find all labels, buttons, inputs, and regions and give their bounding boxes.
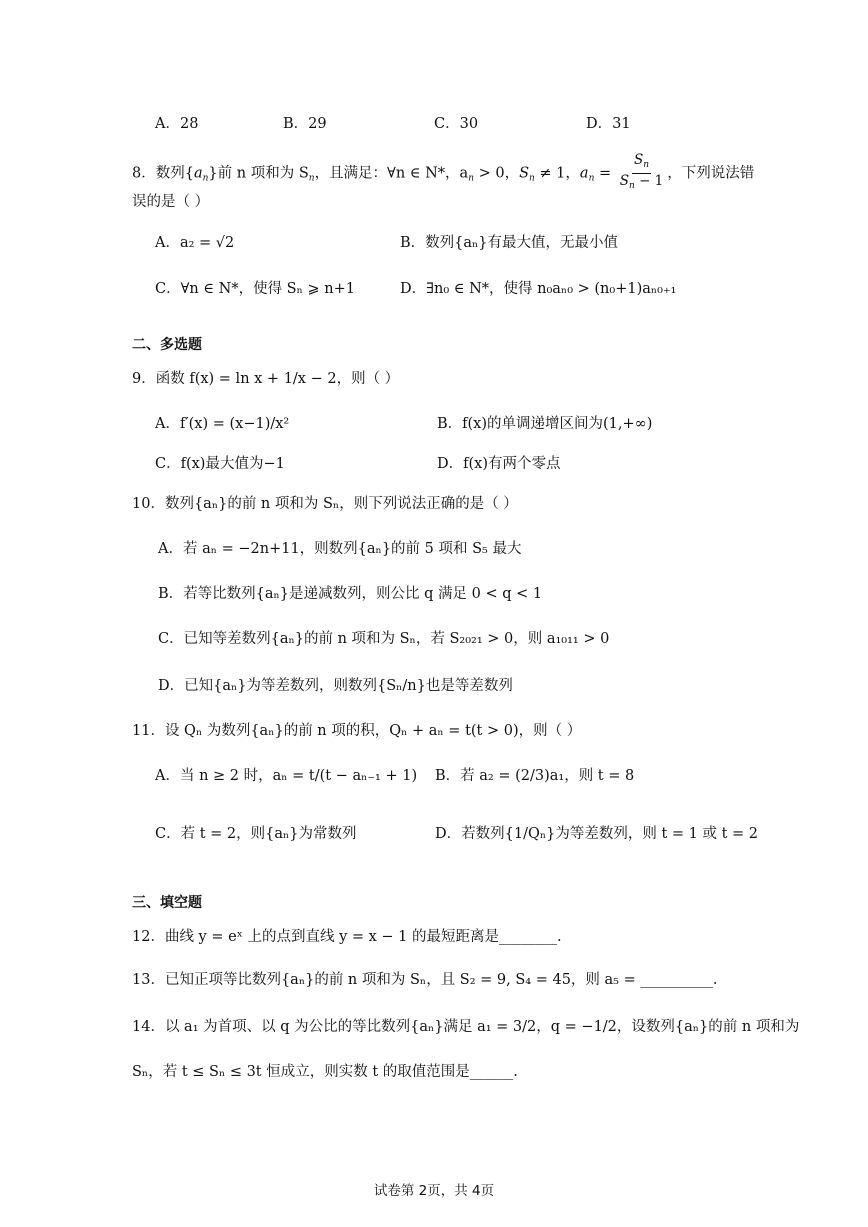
q7-option-d: D．31: [586, 116, 631, 132]
q10-option-c: C．已知等差数列{aₙ}的前 n 项和为 Sₙ，若 S₂₀₂₁ > 0，则 a₁₀₁₁ > 0: [158, 631, 610, 647]
q12-stem: 12．曲线 y = eˣ 上的点到直线 y = x − 1 的最短距离是________.: [132, 929, 562, 945]
q8-option-a: A．a₂ = √2: [155, 235, 235, 251]
q9-option-b: B．f(x)的单调递增区间为(1,+∞): [437, 416, 653, 432]
q9-option-c: C．f(x)最大值为−1: [155, 456, 285, 472]
q7-option-b: B．29: [283, 116, 327, 132]
q14-line1: 14．以 a₁ 为首项、以 q 为公比的等比数列{aₙ}满足 a₁ = 3/2，q = −1/2，设数列{aₙ}的前 n 项和为: [132, 1019, 800, 1035]
q11-stem: 11．设 Qₙ 为数列{aₙ}的前 n 项的积，Qₙ + aₙ = t(t > 0)，则（ ）: [132, 723, 582, 739]
q10-option-d: D．已知{aₙ}为等差数列，则数列{Sₙ/n}也是等差数列: [158, 678, 513, 694]
q11-option-b: B．若 a₂ = (2/3)a₁，则 t = 8: [435, 768, 635, 784]
q10-stem: 10．数列{aₙ}的前 n 项和为 Sₙ，则下列说法正确的是（ ）: [132, 496, 518, 512]
q10-option-b: B．若等比数列{aₙ}是递减数列，则公比 q 满足 0 < q < 1: [158, 586, 543, 602]
q9-stem: 9．函数 f(x) = ln x + 1/x − 2，则（ ）: [132, 371, 400, 387]
section-fill-blank: 三、填空题: [132, 895, 202, 911]
q8-option-c: C．∀n ∈ N*，使得 Sₙ ⩾ n+1: [155, 281, 355, 297]
q8-mid: 前 n 项和为 S: [217, 165, 309, 182]
page-footer: 试卷第 2页，共 4页: [373, 1183, 495, 1199]
q8-cond: ，且满足：∀n ∈ N*，a: [314, 165, 469, 182]
q8-option-b: B．数列{aₙ}有最大值，无最小值: [400, 235, 619, 251]
q14-line2: Sₙ，若 t ≤ Sₙ ≤ 3t 恒成立，则实数 t 的取值范围是______.: [132, 1064, 518, 1080]
q8-prefix: 8．数列: [132, 165, 185, 182]
q9-option-d: D．f(x)有两个零点: [437, 456, 561, 472]
q11-option-c: C．若 t = 2，则{aₙ}为常数列: [155, 826, 357, 842]
q8-option-d: D．∃n₀ ∈ N*，使得 n₀aₙ₀ > (n₀+1)aₙ₀₊₁: [400, 281, 677, 297]
q9-option-a: A．f′(x) = (x−1)/x²: [155, 416, 290, 432]
q8-stem: 8．数列$\{a_n\}$前 n 项和为 $S_n$，且满足：∀n ∈ N*，$a_n > 0$，$S_n \ne 1$，$a_n$ = $\frac{S_n}{S_n - 1}$ ，下列说法错: [132, 153, 754, 194]
section-multi-choice: 二、多选题: [132, 337, 202, 353]
q7-option-c: C．30: [434, 116, 479, 132]
q10-option-a: A．若 aₙ = −2n+11，则数列{aₙ}的前 5 项和 S₅ 最大: [158, 541, 522, 557]
q8-stem-line2: 误的是（ ）: [132, 194, 210, 210]
q13-stem: 13．已知正项等比数列{aₙ}的前 n 项和为 Sₙ，且 S₂ = 9, S₄ = 45，则 a₅ = __________.: [132, 972, 718, 988]
q8-tail: ，下列说法错: [667, 165, 755, 182]
q8-fraction: $\frac{S_n}{S_n - 1}$: [619, 152, 664, 191]
q11-option-a: A．当 n ≥ 2 时，aₙ = t/(t − aₙ₋₁ + 1): [155, 768, 418, 784]
q11-option-d: D．若数列{1/Qₙ}为等差数列，则 t = 1 或 t = 2: [435, 826, 759, 842]
q7-option-a: A．28: [155, 116, 199, 132]
